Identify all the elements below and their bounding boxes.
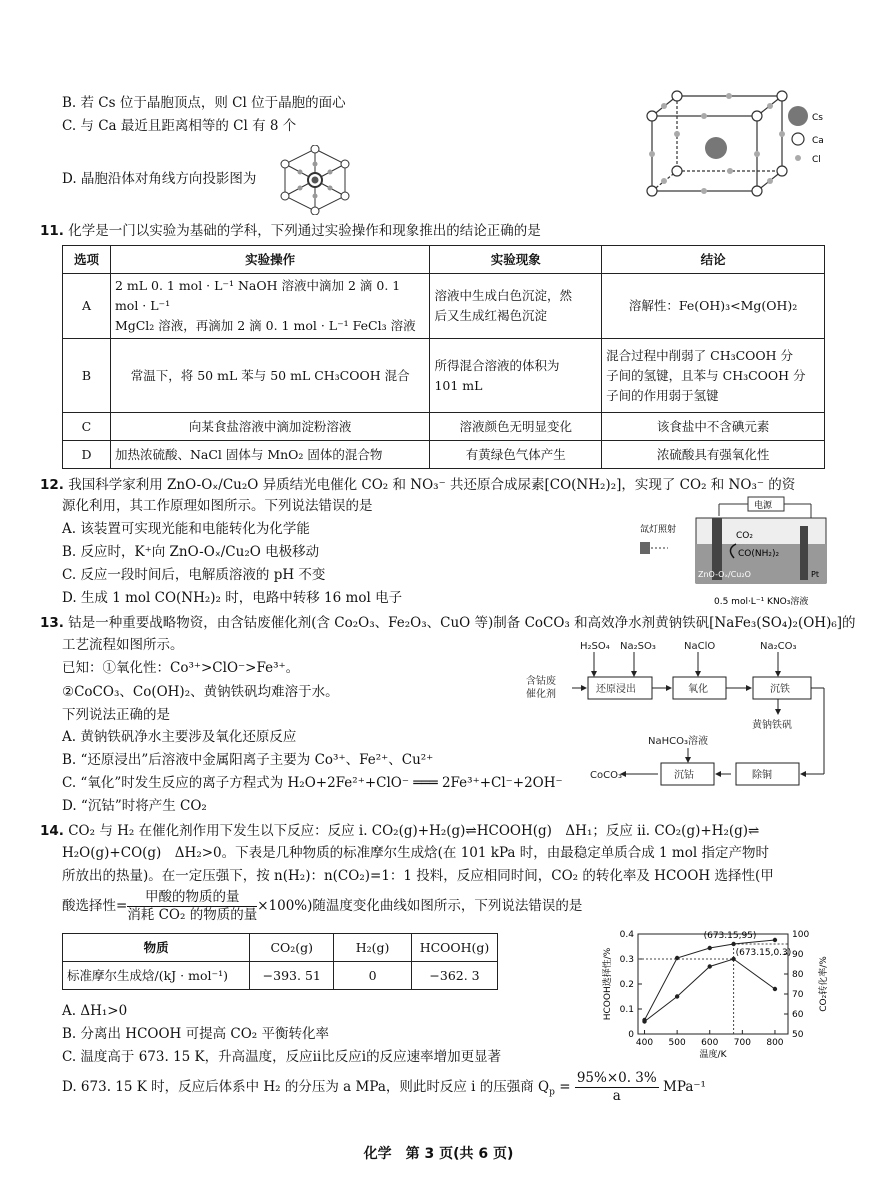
table-row bbox=[63, 441, 825, 469]
header-co2: CO₂(g) bbox=[250, 934, 334, 962]
annotation-conversion: (673.15,95) bbox=[703, 931, 757, 941]
page-footer: 化学 第 3 页(共 6 页) bbox=[363, 1146, 514, 1162]
y-left-tick-label: 0.3 bbox=[619, 955, 634, 965]
power-label: 电源 bbox=[754, 501, 773, 511]
x-tick-label: 500 bbox=[668, 1038, 686, 1048]
y-right-tick-label: 60 bbox=[792, 1010, 804, 1020]
selectivity-prefix: 酸选择性= bbox=[62, 898, 128, 914]
cell-option: C bbox=[63, 413, 111, 441]
header-h2: H₂(g) bbox=[334, 934, 412, 962]
q13-ask: 下列说法正确的是 bbox=[62, 707, 170, 723]
question-number: 11. bbox=[40, 223, 64, 239]
selectivity-denominator: 消耗 CO₂ 的物质的量 bbox=[127, 907, 258, 923]
cell-conclusion: 混合过程中削弱了 CH₃COOH 分 子间的氢键，且苯与 CH₃COOH 分 子间的作用弱于氢键 bbox=[602, 339, 825, 413]
cell-co2: −393. 51 bbox=[250, 962, 334, 990]
cell-option: B bbox=[63, 339, 111, 413]
x-tick-label: 600 bbox=[701, 1038, 719, 1048]
y-right-axis-label: CO₂转化率/% bbox=[819, 956, 829, 1012]
q11-table bbox=[62, 245, 825, 469]
q10-option-d: D. 晶胞沿体对角线方向投影图为 bbox=[62, 171, 257, 187]
q13-line1-text: 钴是一种重要战略物资，由含钴废催化剂(含 Co₂O₃、Fe₂O₃、CuO 等)制备 CoCO₃ 和高效净水剂黄钠铁矾[NaFe₃(SO₄)₂(OH)₆]的 bbox=[68, 615, 856, 631]
cell-conclusion: 溶解性：Fe(OH)₃<Mg(OH)₂ bbox=[602, 274, 825, 339]
y-right-tick-label: 80 bbox=[792, 970, 804, 980]
q12-option-c: C. 反应一段时间后，电解质溶液的 pH 不变 bbox=[62, 567, 326, 583]
cell-operation: 2 mL 0. 1 mol · L⁻¹ NaOH 溶液中滴加 2 滴 0. 1 mol · L⁻¹ MgCl₂ 溶液，再滴加 2 滴 0. 1 mol · L⁻¹ FeCl₃ 溶液 bbox=[110, 274, 430, 339]
q13-option-a: A. 黄钠铁矾净水主要涉及氧化还原反应 bbox=[62, 729, 297, 745]
y-left-tick-label: 0 bbox=[628, 1030, 634, 1040]
q10-option-c: C. 与 Ca 最近且距离相等的 Cl 有 8 个 bbox=[62, 118, 297, 134]
y-left-axis-label: HCOOH选择性/% bbox=[603, 947, 613, 1021]
y-right-tick-label: 90 bbox=[792, 950, 804, 960]
q14-option-c: C. 温度高于 673. 15 K，升高温度，反应ⅱ比反应ⅰ的反应速率增加更显著 bbox=[62, 1049, 502, 1065]
unit-cell-figure bbox=[640, 86, 830, 198]
label-jarosite: 黄钠铁矾 bbox=[752, 720, 792, 731]
annotation-selectivity: (673.15,0.3) bbox=[735, 948, 792, 958]
q14-option-b: B. 分离出 HCOOH 可提高 CO₂ 平衡转化率 bbox=[62, 1026, 329, 1042]
label-feed: 含钴废 bbox=[526, 676, 556, 687]
q12-line1-text: 我国科学家利用 ZnO-O᙮/Cu₂O 异质结光电催化 CO₂ 和 NO₃⁻ 共还原合成尿素[CO(NH₂)₂]，实现了 CO₂ 和 NO₃⁻ 的资 bbox=[68, 477, 796, 493]
header-option: 选项 bbox=[63, 246, 111, 274]
legend-cl: Cl bbox=[812, 155, 821, 165]
cell-option: D bbox=[63, 441, 111, 469]
pt-electrode bbox=[800, 526, 808, 580]
option-d-denominator: a bbox=[612, 1088, 621, 1104]
pt-label: Pt bbox=[811, 570, 819, 579]
q11-stem-text: 化学是一门以实验为基础的学科，下列通过实验操作和现象推出的结论正确的是 bbox=[68, 223, 541, 239]
q13-line2: 工艺流程如图所示。 bbox=[62, 637, 184, 653]
cell-hcooh: −362. 3 bbox=[412, 962, 498, 990]
label-precip-co: 沉钴 bbox=[674, 770, 694, 781]
cell-conclusion: 该食盐中不含碘元素 bbox=[602, 413, 825, 441]
q13-known2: ②CoCO₃、Co(OH)₂、黄钠铁矾均难溶于水。 bbox=[62, 684, 339, 700]
lamp-label: 氙灯照射 bbox=[640, 525, 677, 535]
data-point bbox=[773, 987, 777, 991]
data-point bbox=[708, 964, 712, 968]
data-point bbox=[642, 1019, 646, 1023]
legend-cs: Cs bbox=[812, 113, 823, 123]
q13-option-b: B. “还原浸出”后溶液中金属阳离子主要为 Co³⁺、Fe²⁺、Cu²⁺ bbox=[62, 752, 434, 768]
x-tick-label: 400 bbox=[635, 1038, 654, 1048]
y-left-tick-label: 0.1 bbox=[619, 1005, 634, 1015]
question-number: 14. bbox=[40, 823, 64, 839]
data-point bbox=[731, 942, 735, 946]
label-oxidize: 氧化 bbox=[688, 684, 708, 695]
label-precip-fe: 沉铁 bbox=[770, 684, 790, 695]
label-remove-cu: 除铜 bbox=[752, 770, 772, 781]
co2-label: CO₂ bbox=[736, 531, 753, 541]
option-d-numerator: 95%×0. 3% bbox=[576, 1070, 657, 1086]
q13-line1 bbox=[40, 614, 856, 632]
cell-phenomenon: 溶液中生成白色沉淀，然 后又生成红褐色沉淀 bbox=[430, 274, 602, 339]
cell-operation: 常温下，将 50 mL 苯与 50 mL CH₃COOH 混合 bbox=[110, 339, 430, 413]
table-row bbox=[63, 274, 825, 339]
q14-line1-text: CO₂ 与 H₂ 在催化剂作用下发生以下反应：反应 ⅰ. CO₂(g)+H₂(g)⇌HCOOH(g) ΔH₁；反应 ⅱ. CO₂(g)+H₂(g)⇌ bbox=[68, 823, 760, 839]
y-left-tick-label: 0.4 bbox=[619, 930, 634, 940]
cell-phenomenon: 溶液颜色无明显变化 bbox=[430, 413, 602, 441]
cell-label: 标准摩尔生成焓/(kJ · mol⁻¹) bbox=[63, 962, 250, 990]
header-substance: 物质 bbox=[63, 934, 250, 962]
data-point bbox=[675, 956, 679, 960]
q14-option-d bbox=[62, 1068, 706, 1106]
selectivity-suffix: ×100%)随温度变化曲线如图所示，下列说法错误的是 bbox=[257, 898, 583, 914]
label-naclo: NaClO bbox=[684, 641, 716, 652]
cell-h2: 0 bbox=[334, 962, 412, 990]
enthalpy-table bbox=[62, 933, 498, 990]
label-leach: 还原浸出 bbox=[596, 684, 636, 695]
option-d-equals: = bbox=[554, 1079, 575, 1095]
electrolyte-label: 0.5 mol·L⁻¹ KNO₃溶液 bbox=[714, 597, 809, 607]
q13-option-d: D. “沉钴”时将产生 CO₂ bbox=[62, 798, 207, 814]
electrode-label: ZnO-O᙮/Cu₂O bbox=[698, 570, 751, 579]
q14-line3: 所放出的热量)。在一定压强下，按 n(H₂)：n(CO₂)=1：1 投料，反应相同时间，CO₂ 的转化率及 HCOOH 选择性(甲 bbox=[62, 868, 774, 884]
q12-option-b: B. 反应时，K⁺向 ZnO-O᙮/Cu₂O 电极移动 bbox=[62, 544, 320, 560]
electrolysis-figure bbox=[636, 494, 841, 612]
q14-line2: H₂O(g)+CO(g) ΔH₂>0。下表是几种物质的标准摩尔生成焓(在 101 kPa 时，由最稳定单质合成 1 mol 指定产物时 bbox=[62, 845, 769, 861]
header-hcooh: HCOOH(g) bbox=[412, 934, 498, 962]
option-d-fraction bbox=[575, 1070, 659, 1105]
label-na2so3: Na₂SO₃ bbox=[620, 641, 656, 652]
label-nahco3: NaHCO₃溶液 bbox=[648, 736, 708, 747]
cell-phenomenon: 所得混合溶液的体积为 101 mL bbox=[430, 339, 602, 413]
y-right-tick-label: 50 bbox=[792, 1030, 804, 1040]
urea-label: CO(NH₂)₂ bbox=[738, 549, 780, 559]
table-row bbox=[63, 962, 498, 990]
process-flow bbox=[516, 636, 836, 808]
label-na2co3: Na₂CO₃ bbox=[760, 641, 797, 652]
cell-operation: 加热浓硫酸、NaCl 固体与 MnO₂ 固体的混合物 bbox=[110, 441, 430, 469]
q10-option-b: B. 若 Cs 位于晶胞顶点，则 Cl 位于晶胞的面心 bbox=[62, 95, 346, 111]
data-point bbox=[708, 946, 712, 950]
y-right-tick-label: 100 bbox=[792, 930, 810, 940]
q12-line2: 源化利用，其工作原理如图所示。下列说法错误的是 bbox=[62, 498, 373, 514]
x-tick-label: 800 bbox=[766, 1038, 784, 1048]
q14-line1 bbox=[40, 822, 759, 840]
q13-known1: 已知：①氧化性：Co³⁺>ClO⁻>Fe³⁺。 bbox=[62, 660, 300, 676]
option-d-text: D. 673. 15 K 时，反应后体系中 H₂ 的分压为 a MPa，则此时反应 ⅰ 的压强商 Q bbox=[62, 1079, 550, 1095]
label-coco3: CoCO₃ bbox=[590, 770, 622, 781]
cell-option: A bbox=[63, 274, 111, 339]
table-row bbox=[63, 339, 825, 413]
q14-option-a: A. ΔH₁>0 bbox=[62, 1003, 128, 1019]
y-right-tick-label: 70 bbox=[792, 990, 804, 1000]
q13-option-c: C. “氧化”时发生反应的离子方程式为 H₂O+2Fe²⁺+ClO⁻ ═══ 2Fe³⁺+Cl⁻+2OH⁻ bbox=[62, 775, 563, 791]
lamp-icon bbox=[640, 542, 650, 554]
x-tick-label: 700 bbox=[733, 1038, 751, 1048]
label-h2so4: H₂SO₄ bbox=[580, 641, 610, 652]
q11-stem bbox=[40, 222, 541, 240]
q14-selectivity bbox=[62, 888, 582, 924]
q12-option-d: D. 生成 1 mol CO(NH₂)₂ 时，电路中转移 16 mol 电子 bbox=[62, 590, 403, 606]
option-d-subscript: p bbox=[549, 1087, 555, 1098]
q12-line1 bbox=[40, 476, 795, 494]
header-operation: 实验操作 bbox=[110, 246, 430, 274]
header-phenomenon: 实验现象 bbox=[430, 246, 602, 274]
cell-conclusion: 浓硫酸具有强氧化性 bbox=[602, 441, 825, 469]
label-feed-2: 催化剂 bbox=[526, 689, 556, 700]
data-point bbox=[675, 994, 679, 998]
cell-phenomenon: 有黄绿色气体产生 bbox=[430, 441, 602, 469]
y-left-tick-label: 0.2 bbox=[619, 980, 634, 990]
header-conclusion: 结论 bbox=[602, 246, 825, 274]
legend-ca: Ca bbox=[812, 136, 824, 146]
x-axis-label: 温度/K bbox=[699, 1050, 727, 1060]
temperature-chart bbox=[598, 922, 838, 1062]
selectivity-fraction bbox=[127, 889, 257, 924]
cell-operation: 向某食盐溶液中滴加淀粉溶液 bbox=[110, 413, 430, 441]
q12-option-a: A. 该装置可实现光能和电能转化为化学能 bbox=[62, 521, 310, 537]
projection-figure bbox=[277, 145, 353, 215]
option-d-unit: MPa⁻¹ bbox=[663, 1079, 706, 1095]
table-row bbox=[63, 413, 825, 441]
data-point bbox=[773, 938, 777, 942]
selectivity-numerator: 甲酸的物质的量 bbox=[127, 889, 257, 907]
question-number: 12. bbox=[40, 477, 64, 493]
question-number: 13. bbox=[40, 615, 64, 631]
